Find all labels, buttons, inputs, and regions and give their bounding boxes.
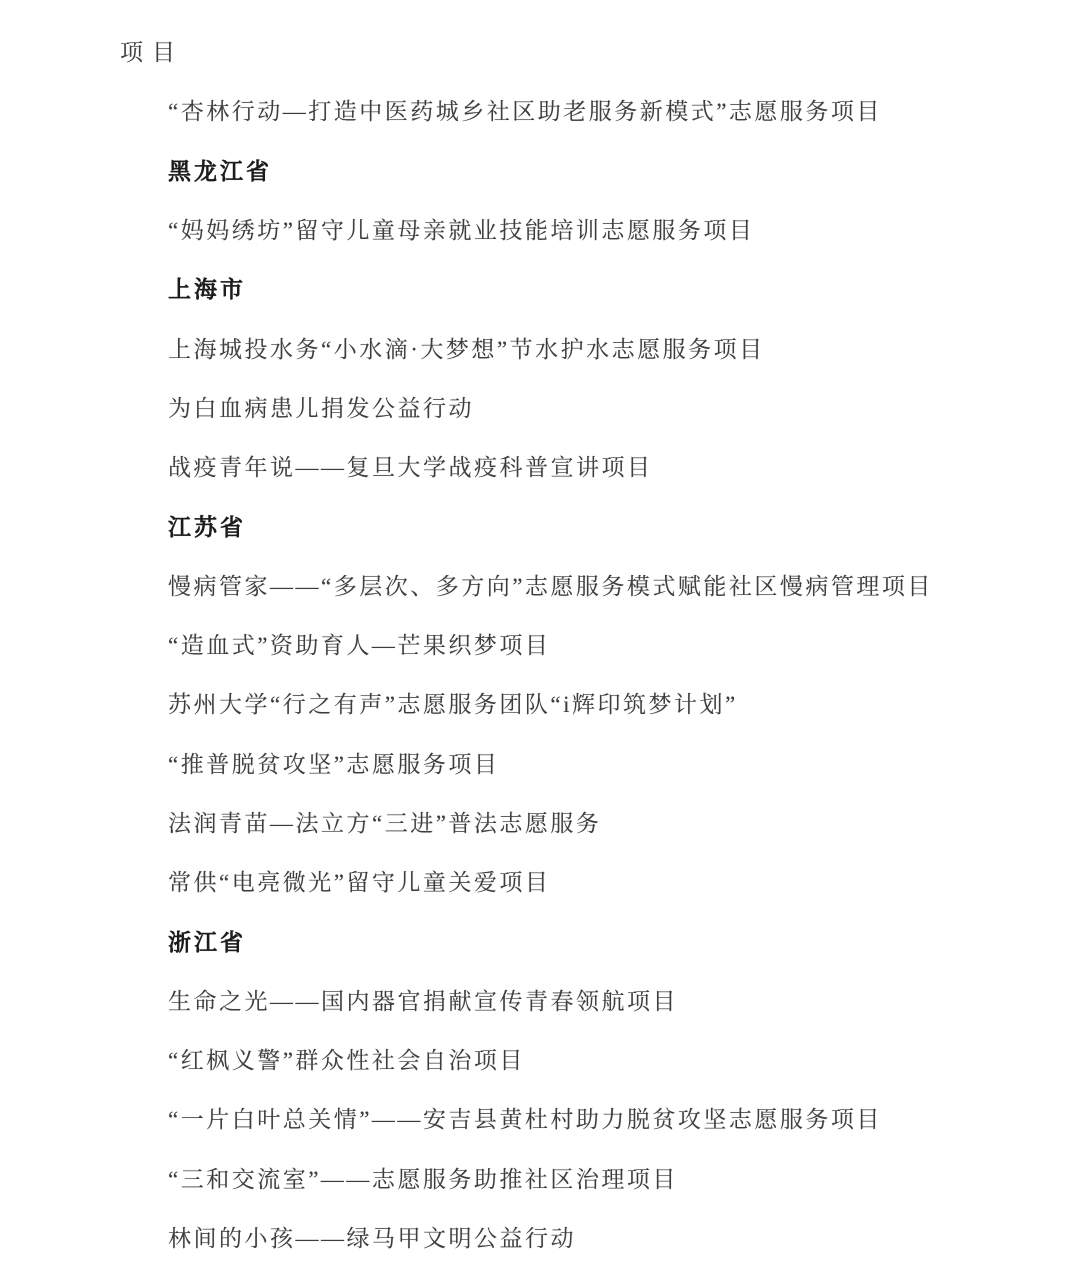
province-heading-zhejiang: 浙江省 [168, 928, 246, 955]
project-line-manbing-guanjia: 慢病管家——“多层次、多方向”志愿服务模式赋能社区慢病管理项目 [168, 573, 933, 599]
province-heading-jiangsu: 江苏省 [168, 513, 246, 540]
project-line-sanhe-jiaoliushi: “三和交流室”——志愿服务助推社区治理项目 [168, 1166, 678, 1192]
province-heading-shanghai: 上海市 [168, 276, 246, 303]
project-line-linjian-xiaohai: 林间的小孩——绿马甲文明公益行动 [168, 1226, 576, 1252]
project-line-leukemia-hair: 为白血病患儿捐发公益行动 [168, 395, 474, 421]
project-line-zaoxueshi: “造血式”资助育人—芒果织梦项目 [168, 633, 551, 659]
province-heading-heilongjiang: 黑龙江省 [168, 157, 272, 184]
project-line-shengming-zhiguang: 生命之光——国内器官捐献宣传青春领航项目 [168, 988, 678, 1014]
project-line-tuipu-tuopin: “推普脱贫攻坚”志愿服务项目 [168, 751, 500, 777]
project-line-mama-xiufang: “妈妈绣坊”留守儿童母亲就业技能培训志愿服务项目 [168, 218, 755, 244]
project-line-xinglin-action: “杏林行动—打造中医药城乡社区助老服务新模式”志愿服务项目 [168, 99, 882, 125]
project-line-hongfeng-yijing: “红枫义警”群众性社会自治项目 [168, 1048, 525, 1074]
project-line-chengtou-water: 上海城投水务“小水滴·大梦想”节水护水志愿服务项目 [168, 336, 765, 362]
project-line-suzhou-university: 苏州大学“行之有声”志愿服务团队“i辉印筑梦计划” [168, 692, 738, 718]
wrapped-line-xiangmu: 项目 [120, 40, 184, 66]
project-line-yipian-baiye: “一片白叶总关情”——安吉县黄杜村助力脱贫攻坚志愿服务项目 [168, 1107, 882, 1133]
project-line-farun-qingmiao: 法润青苗—法立方“三进”普法志愿服务 [168, 811, 602, 836]
project-line-changgong-weiguang: 常供“电亮微光”留守儿童关爱项目 [168, 870, 551, 896]
project-line-zhanyi-youth: 战疫青年说——复旦大学战疫科普宣讲项目 [168, 455, 653, 481]
